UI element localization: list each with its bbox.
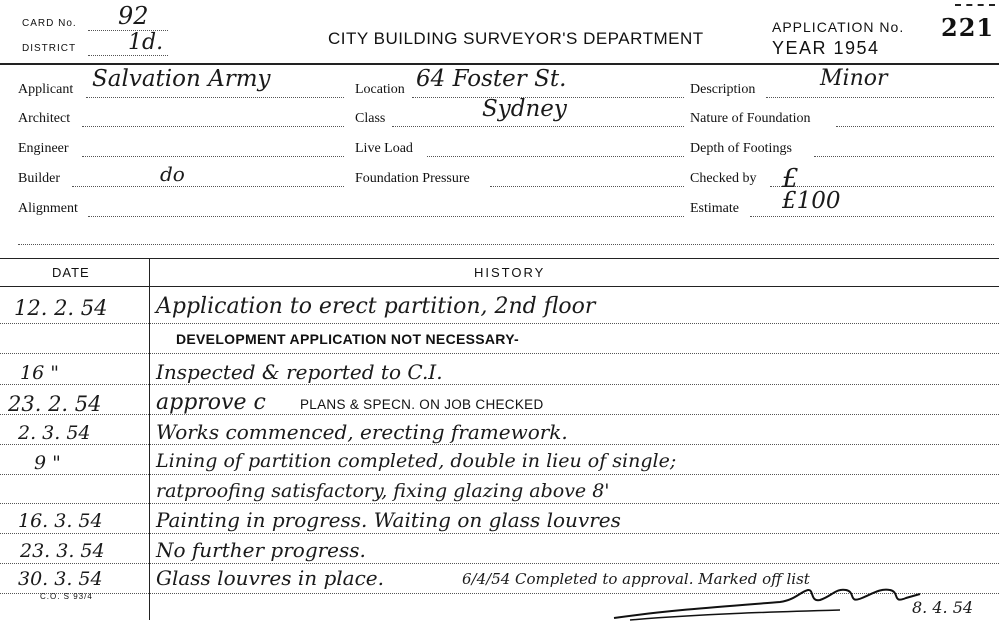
live-load-label: Live Load	[355, 141, 413, 156]
history-row-date: 9 "	[34, 452, 61, 474]
estimate-value: £100	[782, 188, 841, 214]
class-label: Class	[355, 111, 386, 126]
alignment-label: Alignment	[18, 201, 78, 216]
department-title: CITY BUILDING SURVEYOR'S DEPARTMENT	[328, 29, 704, 48]
date-header: DATE	[52, 265, 90, 280]
card-no-value: 92	[118, 2, 149, 30]
application-no-label: APPLICATION No.	[772, 19, 905, 35]
history-row-date: 16. 3. 54	[18, 510, 103, 532]
class-value: Sydney	[482, 96, 567, 122]
foundation-pressure-label: Foundation Pressure	[355, 171, 470, 186]
description-value: Minor	[820, 66, 888, 91]
history-row-text: 6/4/54 Completed to approval. Marked off list	[462, 570, 810, 588]
checked-by-label: Checked by	[690, 171, 757, 186]
history-row-date: 30. 3. 54	[18, 568, 103, 590]
signature-scribble	[610, 580, 930, 624]
history-row-text: Glass louvres in place.	[156, 566, 384, 590]
architect-label: Architect	[18, 111, 71, 126]
history-row-text: Lining of partition completed, double in lieu of single;	[156, 450, 677, 472]
history-row-date: 12. 2. 54	[14, 296, 108, 320]
history-row-text: Painting in progress. Waiting on glass louvres	[156, 508, 621, 532]
plans-checked-stamp: PLANS & SPECN. ON JOB CHECKED	[300, 397, 544, 412]
history-row-text: Works commenced, erecting framework.	[156, 420, 568, 444]
district-label: DISTRICT	[22, 43, 77, 54]
signature-date: 8. 4. 54	[912, 598, 974, 617]
description-label: Description	[690, 82, 756, 97]
development-stamp: DEVELOPMENT APPLICATION NOT NECESSARY-	[176, 331, 520, 347]
builder-label: Builder	[18, 171, 60, 186]
year-label: YEAR 1954	[772, 38, 880, 58]
history-row-text: No further progress.	[156, 538, 366, 562]
application-no-value: 221	[941, 13, 995, 42]
depth-of-footings-label: Depth of Footings	[690, 141, 792, 156]
history-row-date: 23. 3. 54	[20, 540, 105, 562]
history-row-text: Application to erect partition, 2nd floor	[156, 294, 596, 319]
history-row-date: 2. 3. 54	[18, 422, 91, 444]
history-row-text: approve c	[156, 390, 266, 415]
district-value: 1d.	[128, 30, 164, 55]
estimate-label: Estimate	[690, 201, 739, 216]
applicant-value: Salvation Army	[92, 66, 271, 92]
engineer-label: Engineer	[18, 141, 69, 156]
applicant-label: Applicant	[18, 82, 74, 97]
location-value: 64 Foster St.	[416, 66, 567, 92]
history-row-date: 23. 2. 54	[8, 392, 102, 416]
history-row-text: ratproofing satisfactory, fixing glazing above 8'	[156, 480, 610, 502]
history-header: HISTORY	[474, 265, 546, 280]
checked-by-value: £	[782, 164, 799, 194]
card-no-label: CARD No.	[22, 18, 77, 29]
form-code: C.O. S 93/4	[40, 592, 93, 601]
history-row-date: 16 "	[20, 362, 59, 384]
builder-value: do	[160, 162, 185, 186]
location-label: Location	[355, 82, 405, 97]
nature-of-foundation-label: Nature of Foundation	[690, 111, 811, 126]
history-row-text: Inspected & reported to C.I.	[156, 360, 443, 384]
